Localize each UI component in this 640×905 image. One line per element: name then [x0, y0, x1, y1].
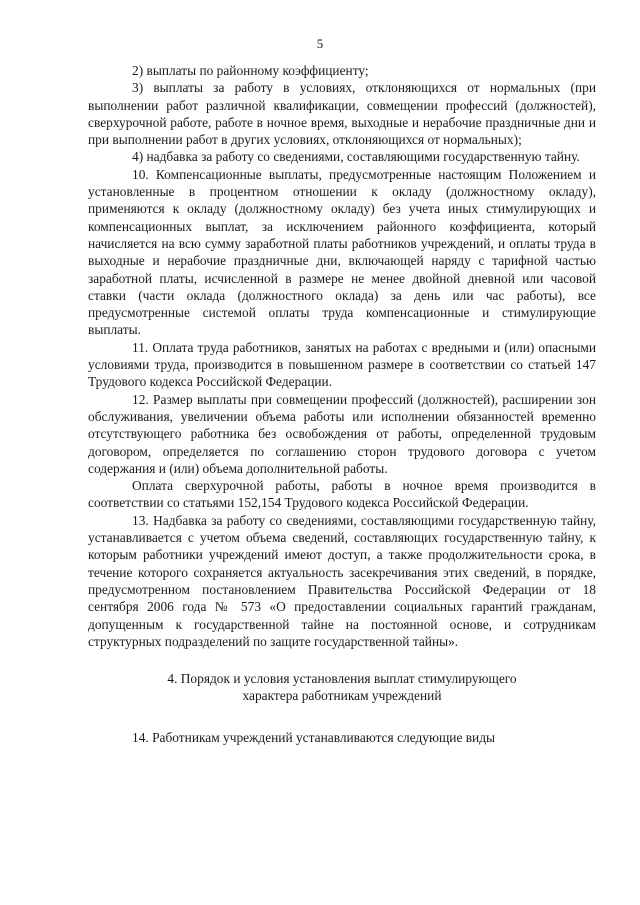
- paragraph-state-secret-allowance: 4) надбавка за работу со сведениями, составляющими государственную тайну.: [132, 149, 580, 165]
- paragraph-item-12: 12. Размер выплаты при совмещении профессий (должностей), расширении зон обслуживания, увеличении объема работы или исполнении обязанностей временно отсутствующего работника без освобождения от работы, определенной трудовым договором, определяется по соглашению сторон трудового договора с учетом содержания и (или) объема дополнительной работы.: [88, 391, 596, 476]
- paragraph-regional-coefficient: 2) выплаты по районному коэффициенту;: [132, 63, 369, 78]
- paragraph-item-10: 10. Компенсационные выплаты, предусмотренные настоящим Положением и установленные в процентном отношении к окладу (должностному окладу), применяются к окладу (должностному окладу) без учета иных стимулирующих и компенсационных выплат, за исключением районного коэффициента, который начисляется на всю сумму заработной платы работников учреждений, и оплаты труда в выходные и нерабочие праздничные дни, включающей наряду с тарифной частью заработной платы, исчисленной в размере не менее двойной дневной или часовой ставки (части оклада (должностного оклада) за день или час работы), все предусмотренные системой оплаты труда компенсационные и стимулирующие выплаты.: [88, 166, 596, 338]
- paragraph-item-13: 13. Надбавка за работу со сведениями, составляющими государственную тайну, устанавливается с учетом объема сведений, составляющих государственную тайну, к которым работники учреждений имеют доступ, а также продолжительности срока, в течение которого сохраняется актуальность засекречивания этих сведений, в порядке, предусмотренном постановлением Правительства Российской Федерации от 18 сентября 2006 года № 573 «О предоставлении социальных гарантий гражданам, допущенным к государственной тайне на постоянной основе, и сотрудникам структурных подразделений по защите государственной тайны».: [88, 512, 596, 649]
- section-heading: [88, 670, 596, 705]
- paragraph-item-14: 14. Работникам учреждений устанавливаются следующие виды: [132, 729, 496, 745]
- paragraph-deviating-conditions: 3) выплаты за работу в условиях, отклоняющихся от нормальных (при выполнении работ различной квалификации, совмещении профессий (должностей), сверхурочной работе, работе в ночное время, выходные и нерабочие праздничные дни и при выполнении работ в других условиях, отклоняющихся от нормальных);: [88, 80, 596, 148]
- document-body: [88, 62, 596, 746]
- section-heading-line2: характера работникам учреждений: [242, 688, 442, 704]
- paragraph-overtime: Оплата сверхурочной работы, работы в ночное время производится в соответствии со статьями 152,154 Трудового кодекса Российской Федерации.: [88, 478, 596, 511]
- paragraph-item-11: 11. Оплата труда работников, занятых на работах с вредными и (или) опасными условиями труда, производится в повышенном размере в соответствии со статьей 147 Трудового кодекса Российской Федерации.: [88, 339, 596, 390]
- page-number: 5: [316, 36, 324, 51]
- section-heading-line1: 4. Порядок и условия установления выплат стимулирующего: [167, 671, 517, 687]
